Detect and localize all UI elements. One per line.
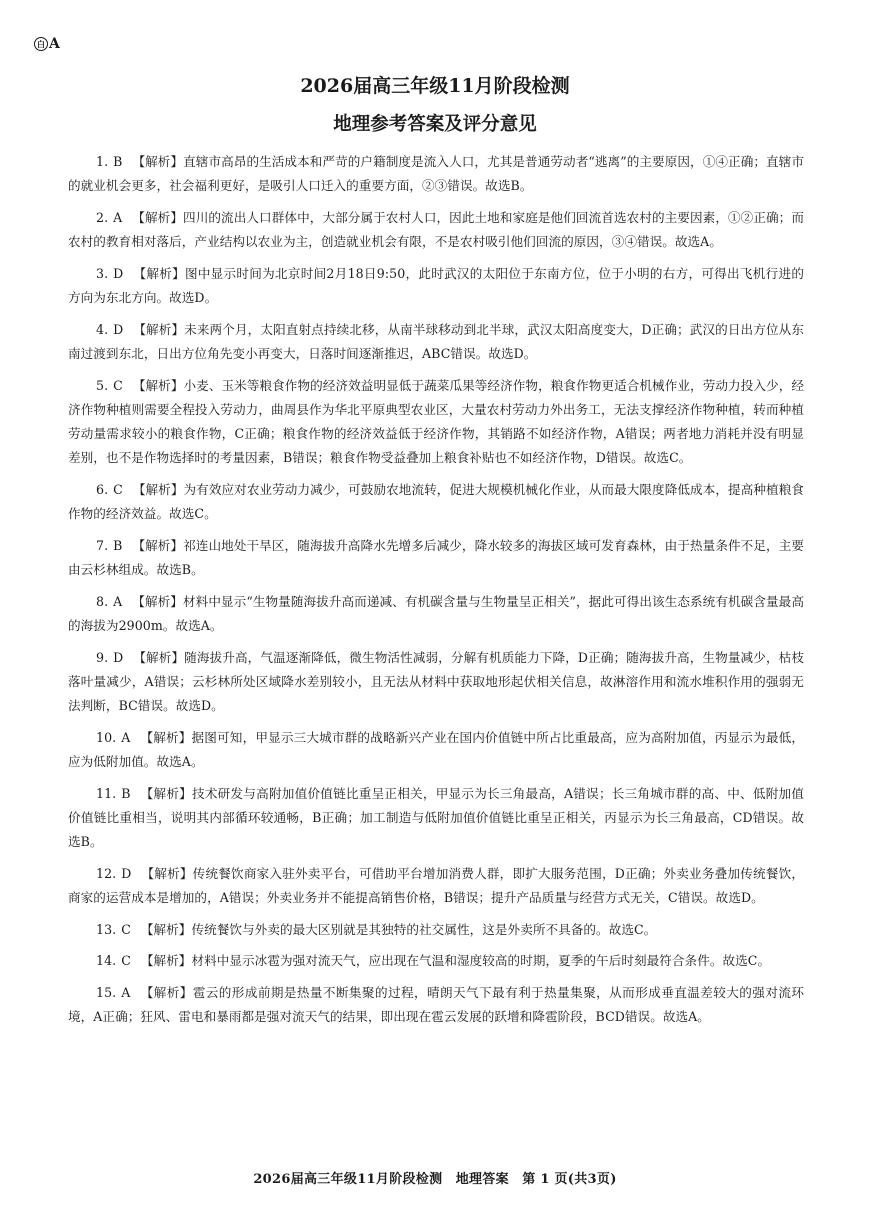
question-number: 10. (96, 729, 117, 745)
analysis-text: 直辖市高昂的生活成本和严苛的户籍制度是流入人口，尤其是普通劳动者“逃离”的主要原因，①④正确；直辖市的就业机会更多，社会福利更好，是吸引人口迁入的重要方面，②③错误。故选B。 (68, 154, 804, 194)
analysis-tag: 【解析】 (132, 377, 184, 393)
answer-item (68, 726, 804, 774)
analysis-text: 传统餐饮商家入驻外卖平台，可借助平台增加消费人群，即扩大服务范围，D正确；外卖业务叠加传统餐饮，商家的运营成本是增加的，A错误；外卖业务并不能提高销售价格，B错误；提升产品质量与经营方式无关，C错误。故选D。 (68, 865, 805, 905)
analysis-tag: 【解析】 (133, 321, 185, 337)
analysis-tag: 【解析】 (132, 537, 184, 553)
page-footer: 2026届高三年级11月阶段检测 地理答案 第 1 页(共3页) (253, 1172, 617, 1187)
analysis-tag: 【解析】 (140, 953, 192, 969)
answer-item (68, 862, 804, 910)
answer-list (68, 150, 804, 1037)
analysis-text: 小麦、玉米等粮食作物的经济效益明显低于蔬菜瓜果等经济作物，粮食作物更适合机械作业，劳动力投入少，经济作物种植则需要全程投入劳动力，曲周县作为华北平原典型农业区，大量农村劳动力外出务工，无法支撑经济作物种植，转而种植劳动量需求较小的粮食作物，C正确；粮食作物的经济效益低于经济作物，其销路不如经济作物，A错误；两者地力消耗并没有明显差别，也不是作物选择时的考量因素，B错误；粮食作物受益叠加上粮食补贴也不如经济作物，D错误。故选C。 (68, 377, 805, 466)
question-number: 4. (96, 321, 109, 337)
analysis-tag: 【解析】 (141, 865, 193, 881)
answer-item (68, 478, 804, 526)
analysis-tag: 【解析】 (132, 593, 183, 609)
answer-letter: B (113, 537, 123, 553)
answer-letter: D (121, 865, 132, 881)
corner-mark-letter: A (49, 36, 60, 52)
analysis-text: 四川的流出人口群体中，大部分属于农村人口，因此土地和家庭是他们回流首选农村的主要因素，①②正确；而农村的教育相对落后，产业结构以农业为主，创造就业机会有限，不是农村吸引他们回流的原因，③④错误。故选A。 (68, 209, 805, 250)
question-number: 8. (96, 593, 109, 609)
answer-letter: B (121, 785, 131, 801)
question-number: 2. (96, 209, 109, 225)
question-number: 7. (96, 537, 109, 553)
analysis-text: 材料中显示“生物量随海拔升高而递减、有机碳含量与生物量呈正相关”，据此可得出该生态系统有机碳含量最高的海拔为2900m。故选A。 (68, 593, 804, 633)
analysis-tag: 【解析】 (132, 154, 184, 169)
analysis-tag: 【解析】 (140, 785, 192, 801)
answer-letter: D (113, 265, 124, 281)
corner-mark (34, 36, 60, 52)
question-number: 5. (96, 377, 109, 393)
question-number: 15. (96, 985, 117, 1001)
answer-item (68, 262, 804, 310)
answer-item (68, 374, 804, 471)
answer-letter: A (121, 985, 131, 1001)
analysis-text: 图中显示时间为北京时间2月18日9:50，此时武汉的太阳位于东南方位，位于小明的右方，可得出飞机行进的方向为东北方向。故选D。 (68, 265, 804, 306)
analysis-tag: 【解析】 (133, 649, 185, 665)
answer-item (68, 949, 804, 973)
analysis-tag: 【解析】 (140, 921, 192, 937)
analysis-text: 为有效应对农业劳动力减少，可鼓励农地流转，促进大规模机械化作业，从而最大限度降低成本，提高种植粮食作物的经济效益。故选C。 (68, 481, 805, 522)
answer-letter: A (113, 593, 123, 609)
answer-item (68, 534, 804, 582)
answer-item (68, 782, 804, 855)
question-number: 6. (96, 481, 109, 497)
answer-letter: C (113, 481, 123, 497)
page-title: 2026届高三年级11月阶段检测 (300, 75, 570, 97)
answer-letter: B (113, 154, 123, 169)
answer-letter: A (113, 209, 123, 225)
analysis-text: 据图可知，甲显示三大城市群的战略新兴产业在国内价值链中所占比重最高，应为高附加值，丙显示为最低，应为低附加值。故选A。 (68, 729, 804, 769)
question-number: 3. (96, 265, 109, 281)
answer-item (68, 981, 804, 1029)
question-number: 1. (96, 154, 109, 169)
analysis-tag: 【解析】 (140, 729, 192, 745)
answer-letter: C (121, 953, 131, 969)
answer-item (68, 206, 804, 254)
analysis-text: 雹云的形成前期是热量不断集聚的过程，晴朗天气下最有利于热量集聚，从而形成垂直温差较大的强对流环境，A正确；狂风、雷电和暴雨都是强对流天气的结果，即出现在雹云发展的跃增和降雹阶段，BCD错误。故选A。 (68, 985, 804, 1025)
analysis-tag: 【解析】 (132, 209, 184, 225)
corner-mark-circle: 白 (34, 37, 48, 51)
analysis-text: 材料中显示冰雹为强对流天气，应出现在气温和湿度较高的时期，夏季的午后时刻最符合条件。故选C。 (191, 953, 771, 969)
question-number: 14. (96, 953, 117, 969)
question-number: 12. (96, 865, 117, 881)
answer-item (68, 150, 804, 198)
analysis-text: 未来两个月，太阳直射点持续北移，从南半球移动到北半球，武汉太阳高度变大，D正确；武汉的日出方位从东南过渡到东北，日出方位角先变小再变大，日落时间逐渐推迟，ABC错误。故选D。 (68, 321, 805, 361)
analysis-text: 祁连山地处干旱区，随海拔升高降水先增多后减少，降水较多的海拔区域可发育森林，由于热量条件不足，主要由云杉林组成。故选B。 (68, 537, 805, 578)
answer-item (68, 318, 804, 366)
question-number: 9. (96, 649, 109, 665)
answer-item (68, 590, 804, 638)
question-number: 13. (96, 921, 117, 937)
question-number: 11. (96, 785, 117, 801)
answer-letter: A (121, 729, 131, 745)
analysis-text: 传统餐饮与外卖的最大区别就是其独特的社交属性，这是外卖所不具备的。故选C。 (191, 921, 657, 937)
answer-letter: D (113, 649, 124, 665)
analysis-tag: 【解析】 (140, 985, 193, 1001)
answer-letter: C (121, 921, 131, 937)
analysis-text: 技术研发与高附加值价值链比重呈正相关，甲显示为长三角最高，A错误；长三角城市群的高、中、低附加值价值链比重相当，说明其内部循环较通畅，B正确；加工制造与低附加值价值链比重呈正相关，丙显示为长三角最高，CD错误。故选B。 (68, 785, 805, 850)
analysis-text: 随海拔升高，气温逐渐降低，微生物活性减弱，分解有机质能力下降，D正确；随海拔升高，生物量减少，枯枝落叶量减少，A错误；云杉林所处区域降水差别较小，且无法从材料中获取地形起伏相关信息，故淋溶作用和流水堆积作用的强弱无法判断，BC错误。故选D。 (68, 649, 805, 714)
answer-letter: C (113, 377, 123, 393)
answer-item (68, 646, 804, 719)
analysis-tag: 【解析】 (132, 481, 184, 497)
analysis-tag: 【解析】 (133, 265, 185, 281)
answer-item (68, 918, 804, 942)
page-subtitle: 地理参考答案及评分意见 (333, 114, 537, 135)
answer-letter: D (113, 321, 124, 337)
